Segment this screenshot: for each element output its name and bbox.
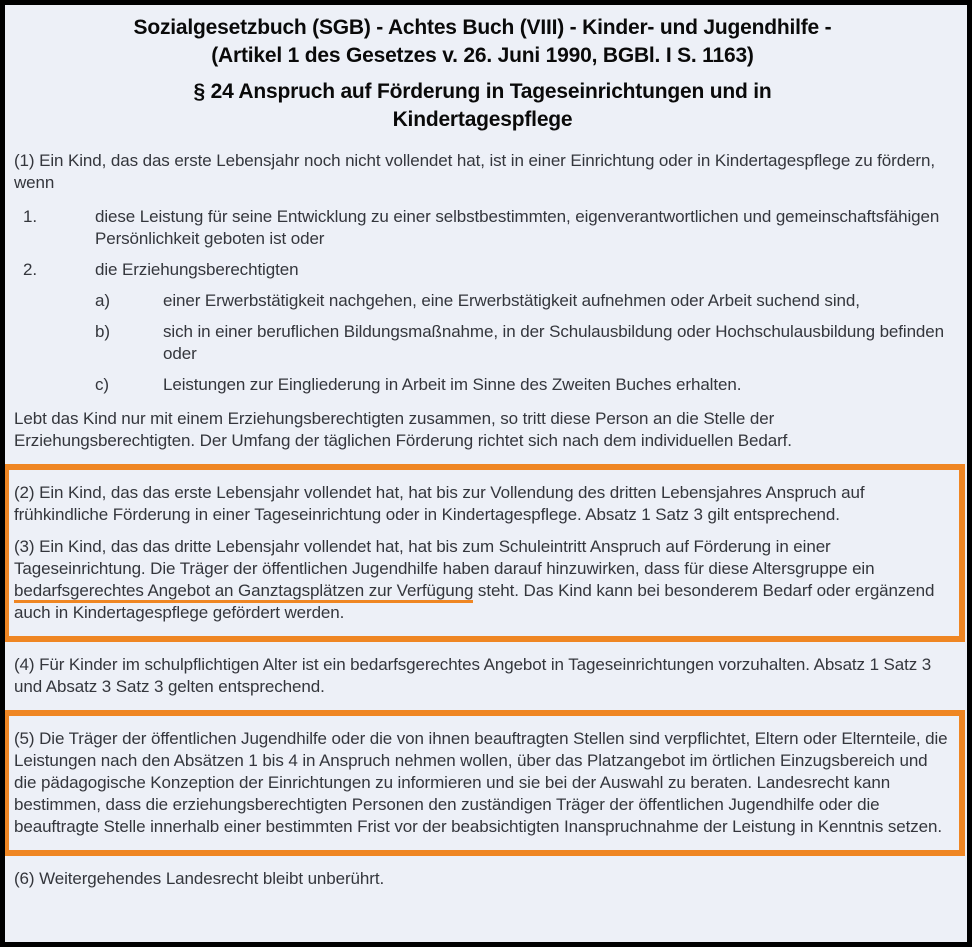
absatz-6: (6) Weitergehendes Landesrecht bleibt unberührt. (14, 869, 385, 888)
absatz-3-underlined-phrase: bedarfsgerechtes Angebot an Ganztagsplätzen zur Verfügung (14, 581, 473, 603)
list-item-text: sich in einer beruflichen Bildungsmaßnahme, in der Schulausbildung oder Hochschulausbildung befinden oder (163, 322, 944, 363)
highlight-box-absatz-5 (5, 710, 965, 856)
absatz-5: (5) Die Träger der öffentlichen Jugendhilfe oder die von ihnen beauftragten Stellen sind verpflichtet, Eltern oder Elternteile, die Leistungen nach den Absätzen 1 bis 4 in Anspruch nehmen wollen, über das Platzangebot im örtlichen Einzugsbereich und die pädagogische Konzeption der Einrichtungen zu informieren und sie bei der Auswahl zu beraten. Landesrecht kann bestimmen, dass die erziehungsberechtigten Personen den zuständigen Träger der öffentlichen Jugendhilfe oder die beauftragte Stelle innerhalb einer bestimmten Frist vor der beabsichtigten Inanspruchnahme der Leistung in Kenntnis setzen. (14, 729, 948, 836)
absatz-1-list-item-2a (95, 290, 951, 312)
absatz-4: (4) Für Kinder im schulpflichtigen Alter ist ein bedarfsgerechtes Angebot in Tageseinrichtungen vorzuhalten. Absatz 1 Satz 3 und Absatz 3 Satz 3 gelten entsprechend. (14, 655, 932, 696)
list-item-text: die Erziehungsberechtigten (95, 260, 299, 279)
absatz-3 (14, 536, 949, 624)
list-marker: a) (95, 291, 110, 310)
list-marker: b) (95, 322, 110, 341)
law-title-line-2: (Artikel 1 des Gesetzes v. 26. Juni 1990, BGBl. I S. 1163) (211, 44, 754, 67)
list-marker: 1. (23, 207, 37, 226)
absatz-2: (2) Ein Kind, das das erste Lebensjahr vollendet hat, hat bis zur Vollendung des dritten Lebensjahres Anspruch auf frühkindliche Förderung in einer Tageseinrichtung oder in Kindertagespflege. Absatz 1 Satz 3 gilt entsprechend. (14, 483, 865, 524)
section-title-line-2: Kindertagespflege (392, 108, 573, 131)
absatz-1-intro: (1) Ein Kind, das das erste Lebensjahr noch nicht vollendet hat, ist in einer Einrichtung oder in Kindertagespflege zu fördern, wenn (14, 151, 935, 192)
absatz-1-list-item-2c (95, 374, 951, 396)
list-marker: 2. (23, 260, 37, 279)
highlight-box-absatz-2-3 (5, 464, 965, 642)
absatz-1-list-item-1 (14, 206, 951, 250)
law-title (14, 14, 951, 70)
law-title-line-1: Sozialgesetzbuch (SGB) - Achtes Buch (VIII) - Kinder- und Jugendhilfe - (133, 16, 832, 39)
list-item-text: einer Erwerbstätigkeit nachgehen, eine Erwerbstätigkeit aufnehmen oder Arbeit suchend sind, (163, 291, 860, 310)
absatz-1-list-item-2b (95, 321, 951, 365)
list-item-text: diese Leistung für seine Entwicklung zu einer selbstbestimmten, eigenverantwortlichen und gemeinschaftsfähigen Persönlichkeit geboten ist oder (95, 207, 940, 248)
document-header (14, 14, 951, 134)
absatz-1-closing: Lebt das Kind nur mit einem Erziehungsberechtigten zusammen, so tritt diese Person an die Stelle der Erziehungsberechtigten. Der Umfang der täglichen Förderung richtet sich nach dem individuellen Bedarf. (14, 409, 792, 450)
absatz-3-text-after: steht. Das Kind kann bei besonderem Bedarf oder ergänzend auch in Kindertagespflege gefördert werden. (14, 581, 935, 622)
list-marker: c) (95, 375, 109, 394)
section-title-line-1: § 24 Anspruch auf Förderung in Tageseinrichtungen und in (193, 80, 772, 103)
list-item-text: Leistungen zur Eingliederung in Arbeit im Sinne des Zweiten Buches erhalten. (163, 375, 742, 394)
law-document (5, 5, 967, 942)
section-title (14, 78, 951, 134)
absatz-3-text-before: (3) Ein Kind, das das dritte Lebensjahr vollendet hat, hat bis zum Schuleintritt Anspruch auf Förderung in einer Tageseinrichtung. Die Träger der öffentlichen Jugendhilfe haben darauf hinzuwirken, dass für diese Altersgruppe ein (14, 537, 875, 578)
absatz-1-list-item-2 (14, 259, 951, 281)
